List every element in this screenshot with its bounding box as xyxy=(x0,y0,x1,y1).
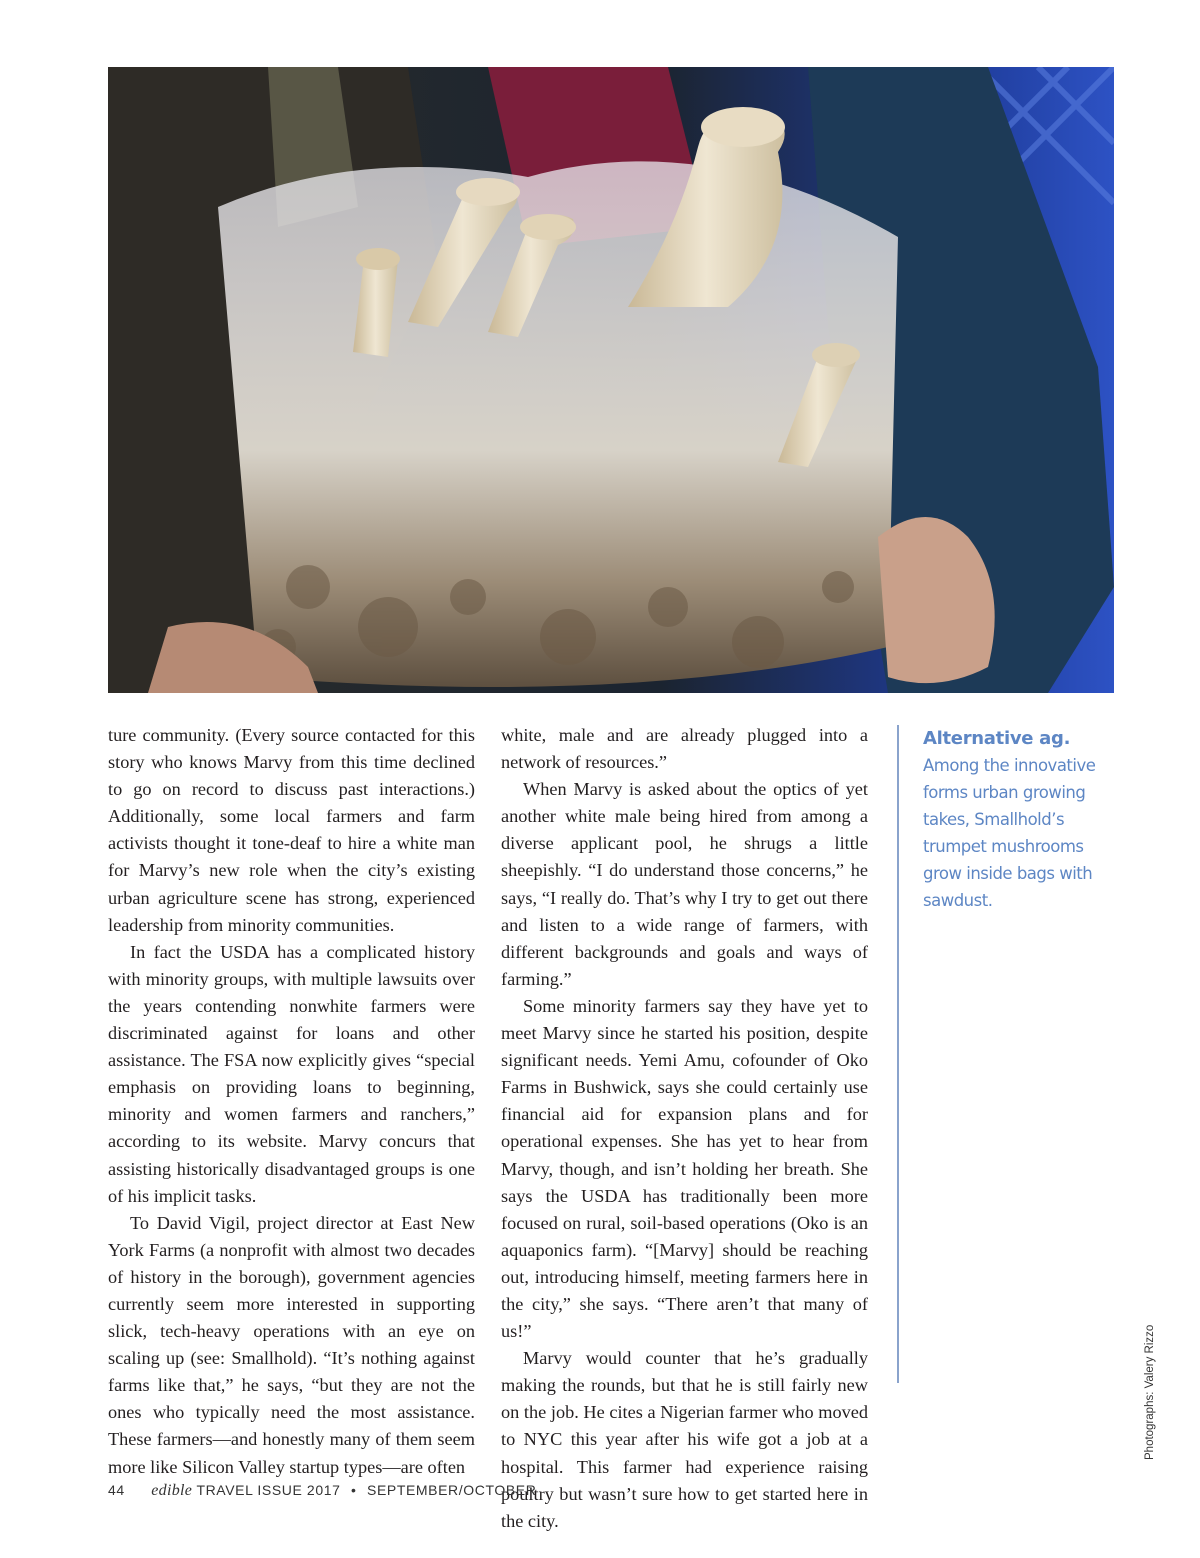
photo-credit: Photographs: Valery Rizzo xyxy=(1144,1324,1156,1460)
paragraph: In fact the USDA has a complicated history with minority groups, with multiple lawsuits over the years contending nonwhite farmers were discriminated against for loans and other assistance. The FSA now explicitly gives “special emphasis on providing loans to beginning, minority and women farmers and ranchers,” according to its website. Marvy concurs that assisting historically disadvantaged groups is one of his implicit tasks. xyxy=(108,941,475,1206)
caption-body: Among the innovative forms urban growing takes, Smallhold’s trumpet mushrooms grow inside bags with sawdust. xyxy=(923,756,1096,910)
paragraph: Marvy would counter that he’s gradually making the rounds, but that he is still fairly new on the job. He cites a Nigerian farmer who moved to NYC this year after his wife got a job at a hospital. This farmer had experience raising poultry but wasn’t sure how to get started here in the city. xyxy=(501,1348,868,1531)
paragraph: Some minority farmers say they have yet to meet Marvy since he started his position, despite significant needs. Yemi Amu, cofounder of Oko Farms in Bushwick, says she could certainly use financial aid for expansion plans and for operational expenses. She has yet to hear from Marvy, though, and isn’t holding her breath. She says the USDA has traditionally been more focused on rural, soil-based operations (Oko is an aquaponics farm). “[Marvy] should be reaching out, introducing himself, meeting farmers here in the city,” she says. “There aren’t that many of us!” xyxy=(501,995,868,1342)
paragraph: white, male and are already plugged into a network of resources.” xyxy=(501,725,868,773)
mushroom-bag-photo xyxy=(108,67,1114,693)
issue-months: SEPTEMBER/OCTOBER xyxy=(367,1482,537,1498)
photo-illustration xyxy=(108,67,1114,693)
magazine-brand: edible xyxy=(151,1482,193,1499)
separator: • xyxy=(350,1482,357,1498)
photo-caption xyxy=(897,725,1117,1383)
paragraph: To David Vigil, project director at East New York Farms (a nonprofit with almost two decades of history in the borough), government agencies currently seem more interested in supporting slick, tech-heavy operations with an eye on scaling up (see: Smallhold). “It’s nothing against farms like that,” he says, “but they are not the ones who typically need the most assistance. These farmers—and honestly many of them seem more like Silicon Valley startup types—are often xyxy=(108,1212,475,1477)
paragraph: ture community. (Every source contacted for this story who knows Marvy from this time declined to go on record to discuss past interactions.) Additionally, some local farmers and farm activists thought it tone-deaf to hire a white man for Marvy’s new role when the city’s existing urban agriculture scene has strong, experienced leadership from minority communities. xyxy=(108,725,475,935)
issue-name: TRAVEL ISSUE 2017 xyxy=(196,1482,341,1498)
article-column-1 xyxy=(108,722,475,1481)
page-footer xyxy=(108,1482,536,1500)
article-column-2 xyxy=(501,722,868,1535)
caption-title: Alternative ag. xyxy=(923,728,1071,749)
page-number: 44 xyxy=(108,1482,125,1498)
paragraph: When Marvy is asked about the optics of yet another white male being hired from among a diverse applicant pool, he shrugs a little sheepishly. “I do understand those concerns,” he says, “I really do. That’s why I try to get out there and listen to a wide range of farmers, with different backgrounds and goals and ways of farming.” xyxy=(501,779,868,989)
